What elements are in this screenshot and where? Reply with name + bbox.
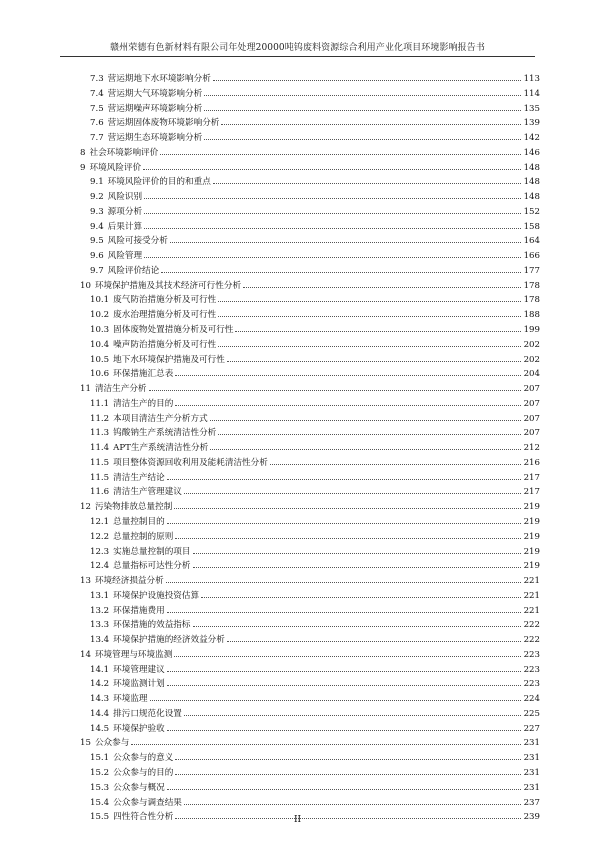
toc-entry-title: 社会环境影响评价 <box>89 147 159 158</box>
toc-entry[interactable] <box>60 663 540 678</box>
toc-entry-page: 227 <box>523 723 540 734</box>
toc-entry-page: 224 <box>523 694 540 705</box>
toc-entry-number: 13 <box>80 576 91 587</box>
toc-entry-number: 11.3 <box>90 428 110 439</box>
toc-entry-page: 222 <box>523 620 540 631</box>
toc-entry[interactable] <box>60 72 540 87</box>
toc-entry-title: 营运期地下水环境影响分析 <box>107 74 211 84</box>
toc-entry-page: 202 <box>523 354 540 365</box>
toc-entry-page: 231 <box>523 782 540 793</box>
toc-entry[interactable] <box>60 323 540 338</box>
toc-entry-page: 135 <box>523 103 540 114</box>
dot-leader <box>131 744 521 745</box>
toc-entry-page: 221 <box>523 590 540 601</box>
table-of-contents <box>60 72 540 825</box>
toc-entry-number: 10.5 <box>90 354 110 365</box>
dot-leader <box>270 464 521 465</box>
toc-entry[interactable] <box>60 456 540 471</box>
toc-entry[interactable] <box>60 692 540 707</box>
toc-entry-page: 199 <box>523 325 540 336</box>
toc-entry[interactable] <box>60 677 540 692</box>
dot-leader <box>184 493 521 494</box>
toc-entry-number: 14.5 <box>90 723 110 734</box>
toc-entry-title: 环境风险评价的目的和重点 <box>107 177 211 188</box>
toc-entry-title: 源项分析 <box>107 206 143 217</box>
toc-entry-title: 公众参与概况 <box>113 782 165 793</box>
toc-entry-title: 环境风险评价 <box>89 162 142 173</box>
toc-entry-title: 环境管理与环境监测 <box>94 649 173 660</box>
toc-entry[interactable] <box>60 648 540 663</box>
toc-entry-page: 113 <box>523 74 540 84</box>
toc-entry-number: 15.2 <box>90 767 110 778</box>
toc-entry-number: 11.2 <box>90 413 110 424</box>
toc-entry-number: 14.4 <box>90 708 110 719</box>
toc-entry[interactable] <box>60 515 540 530</box>
toc-entry-title: 实施总量控制的项目 <box>113 546 191 557</box>
toc-entry-number: 12 <box>80 502 91 513</box>
toc-entry-title: 环境监测计划 <box>113 679 165 690</box>
toc-entry-number: 10 <box>80 280 91 291</box>
dot-leader <box>218 346 521 347</box>
toc-entry-page: 223 <box>523 664 540 675</box>
toc-entry-page: 164 <box>523 236 540 247</box>
toc-entry-number: 11.1 <box>90 398 110 409</box>
dot-leader <box>193 553 522 554</box>
dot-leader <box>218 301 521 302</box>
toc-entry-title: 总量指标可达性分析 <box>113 561 191 572</box>
dot-leader <box>167 523 521 524</box>
toc-entry-page: 225 <box>523 708 540 719</box>
toc-entry[interactable] <box>60 485 540 500</box>
toc-entry-number: 7.3 <box>90 74 104 84</box>
toc-entry-title: 后果计算 <box>107 221 143 232</box>
dot-leader <box>167 612 521 613</box>
dot-leader <box>235 331 521 332</box>
toc-entry-page: 207 <box>523 398 540 409</box>
toc-entry-title: 污染物排放总量控制 <box>94 502 173 513</box>
toc-entry-page: 231 <box>523 738 540 749</box>
toc-entry-number: 7.6 <box>90 118 104 129</box>
toc-entry[interactable] <box>60 175 540 190</box>
toc-entry-page: 207 <box>523 413 540 424</box>
toc-entry[interactable] <box>60 530 540 545</box>
header-divider <box>60 56 535 57</box>
toc-entry-page: 219 <box>523 546 540 557</box>
toc-entry-page: 221 <box>523 576 540 587</box>
toc-entry[interactable] <box>60 412 540 427</box>
dot-leader <box>144 213 521 214</box>
toc-entry-title: 清洁生产结论 <box>113 472 165 483</box>
toc-entry-title: 总量控制目的 <box>113 516 165 527</box>
toc-entry[interactable] <box>60 574 540 589</box>
toc-entry[interactable] <box>60 589 540 604</box>
toc-entry-number: 10.6 <box>90 369 110 380</box>
toc-entry[interactable] <box>60 279 540 294</box>
dot-leader <box>175 375 521 376</box>
toc-entry-title: 公众参与调查结果 <box>113 797 182 808</box>
toc-entry-page: 178 <box>523 280 540 291</box>
dot-leader <box>143 169 521 170</box>
dot-leader <box>167 671 521 672</box>
toc-entry-title: 项目整体资源回收利用及能耗清洁性分析 <box>113 457 268 468</box>
dot-leader <box>174 656 521 657</box>
dot-leader <box>221 124 521 125</box>
page-number: II <box>293 815 302 825</box>
toc-entry[interactable] <box>60 397 540 412</box>
toc-entry-title: 清洁生产管理建议 <box>113 487 182 498</box>
toc-entry-number: 12.4 <box>90 561 110 572</box>
dot-leader <box>167 479 521 480</box>
dot-leader <box>227 361 521 362</box>
dot-leader <box>167 685 521 686</box>
page-header: 赣州荣德有色新材料有限公司年处理20000吨钨废料资源综合利用产业化项目环境影响报告书 <box>110 43 485 53</box>
dot-leader <box>204 95 521 96</box>
toc-entry-page: 139 <box>523 118 540 129</box>
dot-leader <box>161 272 521 273</box>
toc-entry-page: 221 <box>523 605 540 616</box>
toc-entry-page: 223 <box>523 679 540 690</box>
toc-entry-page: 204 <box>523 369 540 380</box>
dot-leader <box>193 567 522 568</box>
toc-entry-title: 环保措施的效益指标 <box>113 620 191 631</box>
dot-leader <box>174 508 521 509</box>
dot-leader <box>144 228 521 229</box>
toc-entry-number: 15.5 <box>90 812 110 823</box>
toc-entry-title: 清洁生产的目的 <box>113 398 174 409</box>
toc-entry-number: 9 <box>80 162 86 173</box>
toc-entry-page: 219 <box>523 516 540 527</box>
toc-entry-page: 231 <box>523 753 540 764</box>
dot-leader <box>213 183 521 184</box>
dot-leader <box>175 759 521 760</box>
toc-entry-title: APT生产系统清洁性分析 <box>113 443 209 454</box>
toc-entry[interactable] <box>60 604 540 619</box>
toc-entry[interactable] <box>60 722 540 737</box>
toc-entry[interactable] <box>60 545 540 560</box>
toc-entry[interactable] <box>60 338 540 353</box>
toc-entry[interactable] <box>60 736 540 751</box>
dot-leader <box>243 287 521 288</box>
toc-entry-page: 152 <box>523 206 540 217</box>
toc-entry-number: 9.2 <box>90 192 104 203</box>
toc-entry-number: 9.3 <box>90 206 104 217</box>
toc-entry[interactable] <box>60 308 540 323</box>
toc-entry[interactable] <box>60 205 540 220</box>
toc-entry-number: 11.6 <box>90 487 110 498</box>
dot-leader <box>204 139 521 140</box>
toc-entry[interactable] <box>60 559 540 574</box>
toc-entry-number: 9.6 <box>90 251 104 262</box>
toc-entry[interactable] <box>60 796 540 811</box>
dot-leader <box>167 789 521 790</box>
toc-entry-page: 239 <box>523 812 540 823</box>
toc-entry[interactable] <box>60 116 540 131</box>
toc-entry-title: 环保措施费用 <box>113 605 165 616</box>
toc-entry-title: 环境经济损益分析 <box>94 576 164 587</box>
toc-entry-number: 9.4 <box>90 221 104 232</box>
toc-entry-number: 10.4 <box>90 339 110 350</box>
toc-entry-number: 11.5 <box>90 472 110 483</box>
toc-entry-page: 202 <box>523 339 540 350</box>
toc-entry[interactable] <box>60 382 540 397</box>
toc-entry-number: 13.1 <box>90 590 110 601</box>
dot-leader <box>210 449 521 450</box>
toc-entry[interactable] <box>60 264 540 279</box>
toc-entry-number: 9.5 <box>90 236 104 247</box>
toc-entry-page: 219 <box>523 531 540 542</box>
toc-entry-title: 环境保护设施投资估算 <box>113 590 200 601</box>
toc-entry-number: 10.1 <box>90 295 110 306</box>
toc-entry-page: 231 <box>523 767 540 778</box>
toc-entry[interactable] <box>60 353 540 368</box>
toc-entry-page: 216 <box>523 457 540 468</box>
toc-entry-title: 风险识别 <box>107 192 143 203</box>
toc-entry-page: 114 <box>523 88 540 99</box>
toc-entry-title: 总量控制的原则 <box>113 531 174 542</box>
toc-entry-number: 12.1 <box>90 516 110 527</box>
toc-entry-title: 本项目清洁生产分析方式 <box>113 413 208 424</box>
toc-entry[interactable] <box>60 471 540 486</box>
toc-entry[interactable] <box>60 367 540 382</box>
toc-entry-page: 146 <box>523 147 540 158</box>
toc-entry-number: 7.5 <box>90 103 104 114</box>
toc-entry-number: 8 <box>80 147 86 158</box>
toc-entry[interactable] <box>60 87 540 102</box>
toc-entry-page: 178 <box>523 295 540 306</box>
toc-entry-title: 废水治理措施分析及可行性 <box>113 310 217 321</box>
toc-entry-title: 固体废物处置措施分析及可行性 <box>113 325 234 336</box>
toc-entry-number: 11.4 <box>90 443 110 454</box>
dot-leader <box>218 316 521 317</box>
toc-entry[interactable] <box>60 441 540 456</box>
toc-entry-page: 142 <box>523 133 540 144</box>
toc-entry[interactable] <box>60 618 540 633</box>
toc-entry-page: 223 <box>523 649 540 660</box>
toc-entry-page: 207 <box>523 428 540 439</box>
dot-leader <box>204 110 521 111</box>
dot-leader <box>175 538 521 539</box>
toc-entry-number: 14.2 <box>90 679 110 690</box>
toc-entry-page: 148 <box>523 177 540 188</box>
toc-entry-number: 15.3 <box>90 782 110 793</box>
toc-entry[interactable] <box>60 146 540 161</box>
dot-leader <box>218 434 521 435</box>
toc-entry[interactable] <box>60 766 540 781</box>
toc-entry[interactable] <box>60 220 540 235</box>
toc-entry-title: 排污口规范化设置 <box>113 708 182 719</box>
toc-entry-title: 风险评价结论 <box>107 265 160 276</box>
dot-leader <box>167 730 521 731</box>
toc-entry[interactable] <box>60 707 540 722</box>
toc-entry-page: 217 <box>523 487 540 498</box>
toc-entry-page: 222 <box>523 635 540 646</box>
toc-entry-page: 148 <box>523 162 540 173</box>
dot-leader <box>175 774 521 775</box>
dot-leader <box>213 80 521 81</box>
dot-leader <box>227 641 521 642</box>
toc-entry-title: 营运期噪声环境影响分析 <box>107 103 203 114</box>
dot-leader <box>184 804 521 805</box>
toc-entry[interactable] <box>60 426 540 441</box>
toc-entry-number: 14 <box>80 649 91 660</box>
toc-entry[interactable] <box>60 102 540 117</box>
toc-entry-title: 环境保护措施的经济效益分析 <box>113 635 225 646</box>
toc-entry-title: 四性符合性分析 <box>113 812 174 823</box>
dot-leader <box>170 242 521 243</box>
toc-entry-number: 10.3 <box>90 325 110 336</box>
dot-leader <box>160 154 521 155</box>
toc-entry[interactable] <box>60 234 540 249</box>
toc-entry-number: 11 <box>80 384 91 395</box>
toc-entry-title: 环境保护措施及其技术经济可行性分析 <box>94 280 242 291</box>
toc-entry-number: 13.3 <box>90 620 110 631</box>
toc-entry-title: 环境管理建议 <box>113 664 165 675</box>
toc-entry-title: 营运期固体废物环境影响分析 <box>107 118 220 129</box>
toc-entry-title: 环境保护验收 <box>113 723 165 734</box>
toc-entry-page: 148 <box>523 192 540 203</box>
toc-entry-number: 12.3 <box>90 546 110 557</box>
dot-leader <box>193 626 522 627</box>
toc-entry-page: 177 <box>523 265 540 276</box>
toc-entry-title: 清洁生产分析 <box>94 384 147 395</box>
toc-entry-number: 9.1 <box>90 177 104 188</box>
toc-entry[interactable] <box>60 500 540 515</box>
toc-entry[interactable] <box>60 633 540 648</box>
toc-entry-title: 公众参与的意义 <box>113 753 174 764</box>
toc-entry-number: 14.1 <box>90 664 110 675</box>
toc-entry-number: 15.1 <box>90 753 110 764</box>
toc-entry-title: 噪声防治措施分析及可行性 <box>113 339 217 350</box>
dot-leader <box>166 582 521 583</box>
toc-entry-number: 12.2 <box>90 531 110 542</box>
toc-entry-title: 营运期大气环境影响分析 <box>107 88 203 99</box>
dot-leader <box>144 198 521 199</box>
dot-leader <box>175 405 521 406</box>
toc-entry[interactable] <box>60 781 540 796</box>
toc-entry-number: 15 <box>80 738 91 749</box>
toc-entry[interactable] <box>60 751 540 766</box>
toc-entry-number: 13.4 <box>90 635 110 646</box>
toc-entry-page: 237 <box>523 797 540 808</box>
toc-entry-title: 营运期生态环境影响分析 <box>107 133 203 144</box>
toc-entry[interactable] <box>60 161 540 176</box>
toc-entry-number: 10.2 <box>90 310 110 321</box>
toc-entry-number: 11.5 <box>90 457 110 468</box>
toc-entry-page: 212 <box>523 443 540 454</box>
toc-entry-title: 风险管理 <box>107 251 143 262</box>
toc-entry-title: 钨酸钠生产系统清洁性分析 <box>113 428 217 439</box>
toc-entry-number: 15.4 <box>90 797 110 808</box>
toc-entry-page: 207 <box>523 384 540 395</box>
toc-entry[interactable] <box>60 190 540 205</box>
toc-entry-number: 9.7 <box>90 265 104 276</box>
toc-entry[interactable] <box>60 131 540 146</box>
dot-leader <box>150 700 521 701</box>
toc-entry-title: 废气防治措施分析及可行性 <box>113 295 217 306</box>
dot-leader <box>149 390 521 391</box>
toc-entry-title: 环境监理 <box>113 694 148 705</box>
toc-entry-number: 14.3 <box>90 694 110 705</box>
dot-leader <box>201 597 521 598</box>
toc-entry-number: 13.2 <box>90 605 110 616</box>
toc-entry-page: 166 <box>523 251 540 262</box>
toc-entry[interactable] <box>60 293 540 308</box>
toc-entry-title: 风险可接受分析 <box>107 236 168 247</box>
dot-leader <box>144 257 521 258</box>
dot-leader <box>210 420 521 421</box>
toc-entry-page: 219 <box>523 502 540 513</box>
toc-entry-title: 公众参与的目的 <box>113 767 174 778</box>
toc-entry-page: 219 <box>523 561 540 572</box>
toc-entry-number: 7.4 <box>90 88 104 99</box>
dot-leader <box>184 715 521 716</box>
toc-entry[interactable] <box>60 249 540 264</box>
toc-entry-page: 158 <box>523 221 540 232</box>
toc-entry-title: 环保措施汇总表 <box>113 369 174 380</box>
toc-entry-page: 217 <box>523 472 540 483</box>
toc-entry-number: 7.7 <box>90 133 104 144</box>
toc-entry-title: 地下水环境保护措施及可行性 <box>113 354 225 365</box>
toc-entry-page: 188 <box>523 310 540 321</box>
toc-entry-title: 公众参与 <box>94 738 130 749</box>
